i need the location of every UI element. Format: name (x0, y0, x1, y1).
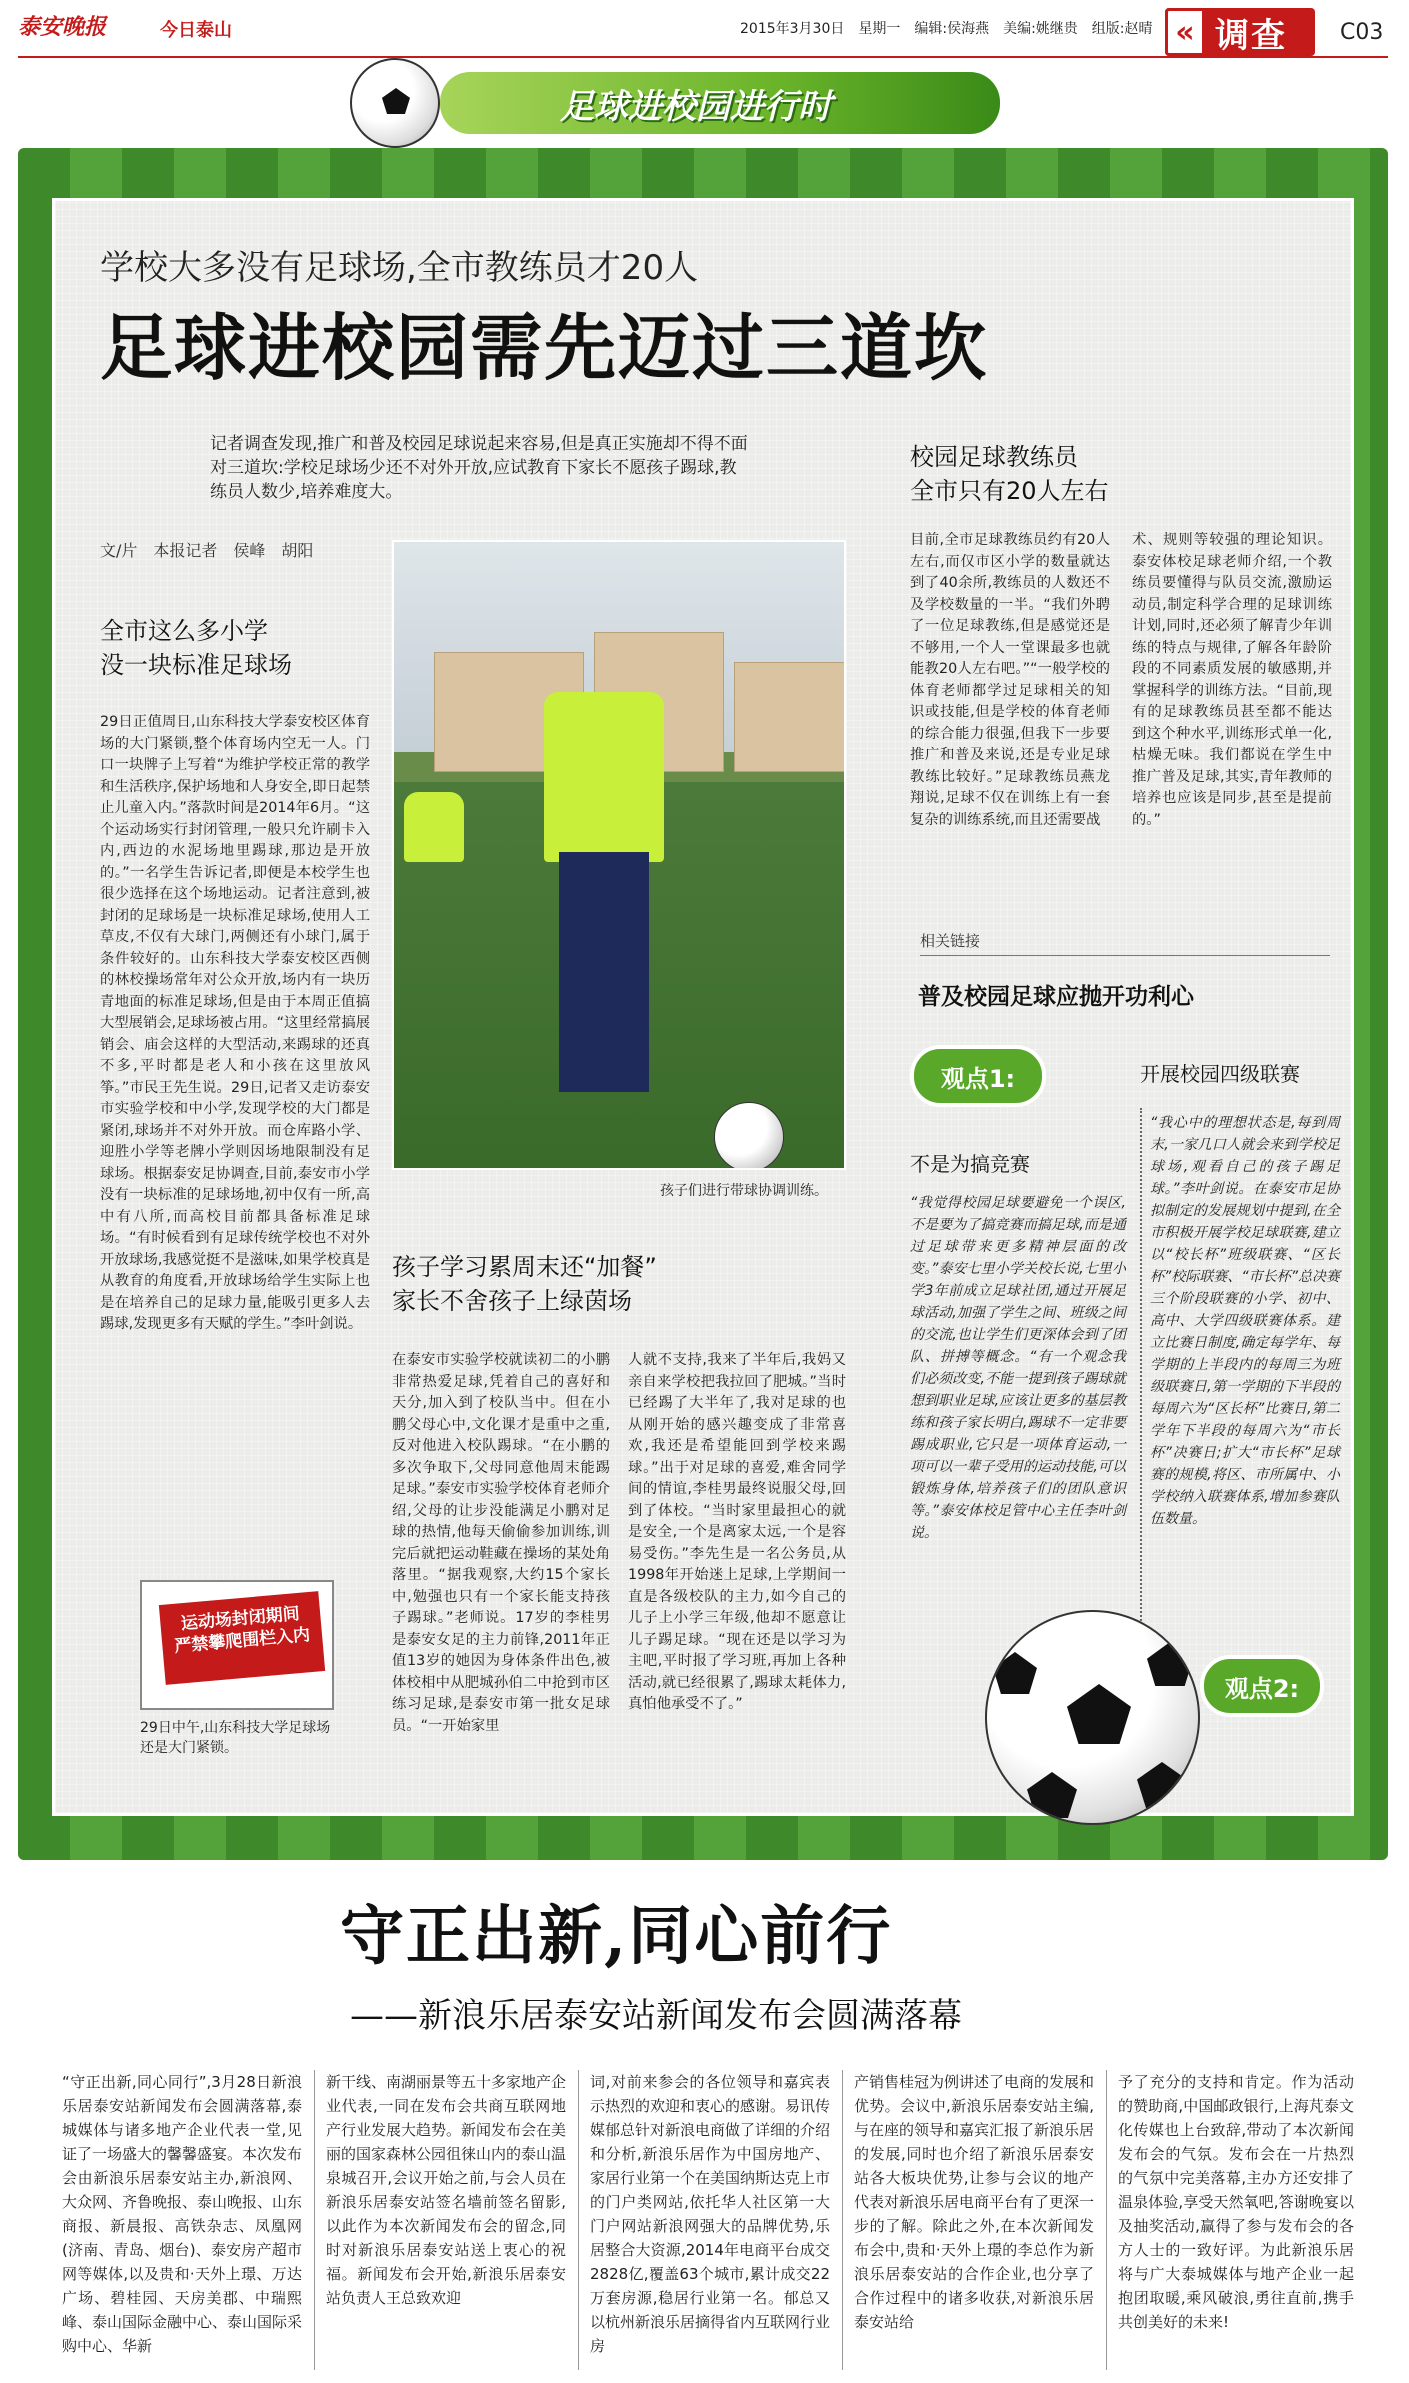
promo-col-5: 予了充分的支持和肯定。作为活动的赞助商,中国邮政银行,上海芃泰文化传媒也上台致辞,带动了本次新闻发布会的气氛。发布会在一片热烈的气氛中完美落幕,主办方还安排了温泉体验,享受天然氧吧,答谢晚宴以及抽奖活动,赢得了参与发布会的各方人士的一致好评。为此新浪乐居将与广大泰城媒体与地产企业一起抱团取暖,乘风破浪,勇往直前,携手共创美好的未来! (1118, 2073, 1354, 2331)
sign-board: 运动场封闭期间 严禁攀爬围栏入内 (159, 1591, 325, 1685)
promo-subtitle: ——新浪乐居泰安站新闻发布会圆满落幕 (350, 1996, 962, 2036)
viewpoint-2-title: 开展校园四级联赛 (1140, 1062, 1300, 1086)
viewpoint-2-badge: 观点2: (1200, 1655, 1324, 1717)
divider (1106, 2070, 1107, 2370)
divider (842, 2070, 843, 2370)
promo-col-2: 新干线、南湖丽景等五十多家地产企业代表,一同在发布会共商互联网地产行业发展大趋势。新闻发布会在美丽的国家森林公园徂徕山内的泰山温泉城召开,会议开始之前,与会人员在新浪乐居泰安站签名墙前签名留影,以此作为本次新闻发布会的留念,同时对新浪乐居泰安站送上衷心的祝福。新闻发布会开始,新浪乐居泰安站负责人王总致欢迎 (326, 2073, 567, 2307)
viewpoint-1-title: 不是为搞竞赛 (910, 1152, 1030, 1176)
promo-col-4: 产销售桂冠为例讲述了电商的发展和优势。会议中,新浪乐居泰安站主编,与在座的领导和嘉宾汇报了新浪乐居的发展,同时也介绍了新浪乐居泰安站各大板块优势,让参与会议的地产代表对新浪乐居电商平台有了更深一步的了解。除此之外,在本次新闻发布会中,贵和·天外上璟的李总作为新浪乐居泰安站的合作企业,也分享了合作过程中的诸多收获,对新浪乐居泰安站给 (854, 2073, 1095, 2331)
photo-player (544, 692, 664, 862)
feature-banner (440, 72, 1000, 134)
article-headline: 足球进校园需先迈过三道坎 (100, 305, 989, 390)
soccer-ball-icon (350, 58, 440, 148)
body-col-1: 29日正值周日,山东科技大学泰安校区体育场的大门紧锁,整个体育场内空无一人。门口一块牌子上写着“为维护学校正常的教学和生活秩序,保护场地和人身安全,即日起禁止儿童入内。”落款时间是2014年6月。“这个运动场实行封闭管理,一般只允许刷卡入内,西边的水泥场地里踢球,那边是开放的。”一名学生告诉记者,即便是本校学生也很少选择在这个场地运动。记者注意到,被封闭的足球场是一块标准足球场,使用人工草皮,不仅有大球门,两侧还有小球门,属于条件较好的。山东科技大学泰安校区西侧的林校操场常年对公众开放,场内有一块历青地面的标准足球场,但是由于本周正值搞大型展销会,足球场被占用。“这里经常搞展销会、庙会这样的大型活动,来踢球的还真不多,平时都是老人和小孩在这里放风筝。”市民王先生说。29日,记者又走访泰安市实验学校和中小学,发现学校的大门都是紧闭,球场并不对外开放。而仓库路小学、迎胜小学等老牌小学则因场地限制没有足球场。根据泰安足协调查,目前,泰安市小学没有一块标准的足球场地,初中仅有一所,高中有八所,而高校目前都具备标准足球场。“有时候看到有足球传统学校也不对外开放球场,我感觉挺不是滋味,如果学校真是从教育的角度看,开放球场给学生实际上也是在培养自己的足球力量,能吸引更多人去踢球,发现更多有天赋的学生。”李叶剑说。 (100, 714, 370, 1332)
training-photo (392, 540, 846, 1170)
subhead-2: 孩子学习累周末还“加餐” 家长不舍孩子上绿茵场 (392, 1253, 657, 1315)
promo-headline: 守正出新,同心前行 (340, 1899, 893, 1974)
promo-col-3: 词,对前来参会的各位领导和嘉宾表示热烈的欢迎和衷心的感谢。易讯传媒郁总针对新浪电商做了详细的介绍和分析,新浪乐居作为中国房地产、家居行业第一个在美国纳斯达克上市的门户类网站,依托华人社区第一大门户网站新浪网强大的品牌优势,乐居整合大资源,2014年电商平台成交2828亿,覆盖63个城市,累计成交22万套房源,稳居行业第一名。郁总又以杭州新浪乐居摘得省内互联网行业房 (590, 2073, 831, 2355)
body-col-3: 人就不支持,我来了半年后,我妈又亲自来学校把我拉回了肥城。”当时已经踢了大半年了,我对足球的也从刚开始的感兴趣变成了非常喜欢,我还是希望能回到学校来踢球。”出于对足球的喜爱,难舍同学间的情谊,李桂男最终说服父母,回到了体校。“当时家里最担心的就是安全,一个是离家太远,一个是容易受伤。”李先生是一名公务员,从1998年开始迷上足球,上学期间一直是各级校队的主力,如今自己的儿子上小学三年级,他却不愿意让儿子踢足球。“现在还是以学习为主吧,平时报了学习班,再加上各种活动,就已经很累了,踢球太耗体力,真怕他承受不了。” (628, 1352, 846, 1712)
photo-player-pants (559, 852, 649, 1092)
viewpoint-1-text: “我觉得校园足球要避免一个误区,不是要为了搞竞赛而搞足球,而是通过足球带来更多精神层面的改变。”泰安七里小学关校长说,七里小学3年前成立足球社团,通过开展足球活动,加强了学生之间、班级之间的交流,也让学生们更深体会到了团队、拼搏等概念。“有一个观念我们必须改变,不能一提到孩子踢球就想到职业足球,应该让更多的基层教练和孩子家长明白,踢球不一定非要踢成职业,它只是一项体育运动,一项可以一辈子受用的运动技能,可以锻炼身体,培养孩子们的团队意识等。”泰安体校足管中心主任李叶剑说。 (910, 1195, 1126, 1541)
photo-ball (714, 1102, 784, 1170)
soccer-ball-icon (985, 1610, 1200, 1825)
header-rule (18, 56, 1388, 58)
training-photo-caption: 孩子们进行带球协调训练。 (660, 1183, 828, 1199)
divider (314, 2070, 315, 2370)
divider (1140, 1108, 1142, 1648)
article-lead: 记者调查发现,推广和普及校园足球说起来容易,但是真正实施却不得不面对三道坎:学校足球场少还不对外开放,应试教育下家长不愿孩子踢球,教练员人数少,培养难度大。 (210, 434, 748, 502)
newspaper-logo: 泰安晚报 (18, 14, 107, 40)
related-headline: 普及校园足球应抛开功利心 (918, 984, 1194, 1010)
sign-photo (140, 1580, 334, 1710)
column-tag-label: 调查 (1215, 15, 1287, 56)
promo-col-1: “守正出新,同心同行”,3月28日新浪乐居泰安站新闻发布会圆满落幕,泰城媒体与诸多地产企业代表一堂,见证了一场盛大的馨馨盛宴。本次发布会由新浪乐居泰安站主办,新浪网、大众网、齐鲁晚报、泰山晚报、山东商报、新晨报、高铁杂志、凤凰网(济南、青岛、烟台)、泰安房产超市网等媒体,以及贵和·天外上璟、万达广场、碧桂园、天房美郡、中瑞熙峰、泰山国际金融中心、泰山国际采购中心、华新 (62, 2073, 303, 2355)
body-col-2: 在泰安市实验学校就读初二的小鹏非常热爱足球,凭着自己的喜好和天分,加入到了校队当中。但在小鹏父母心中,文化课才是重中之重,反对他进入校队踢球。“在小鹏的多次争取下,父母同意他周末能踢足球。”泰安市实验学校体育老师介绍,父母的让步没能满足小鹏对足球的热情,他每天偷偷参加训练,训完后就把运动鞋藏在操场的某处角落里。“据我观察,大约15个家长中,勉强也只有一个家长能支持孩子踢球。”老师说。17岁的李桂男是泰安女足的主力前锋,2011年正值13岁的她因为身体条件出色,被体校相中从肥城孙伯二中抢到市区练习足球,是泰安市第一批女足球员。“一开始家里 (392, 1352, 610, 1734)
photo-player (404, 792, 464, 862)
photo-building (734, 662, 846, 772)
ball-patch (1137, 1762, 1187, 1808)
body-col-4: 目前,全市足球教练员约有20人左右,而仅市区小学的数量就达到了40余所,教练员的人数还不及学校数量的一半。“我们外聘了一位足球教练,但是感觉还是不够用,一个人一堂课最多也就能教20人左右吧。”“一般学校的体育老师都学过足球相关的知识或技能,但是学校的体育老师的综合能力很强,但我下一步要推广和普及来说,还是专业足球教练比较好。”足球教练员燕龙翔说,足球不仅在训练上有一套复杂的训练系统,而且还需要战 (910, 532, 1110, 828)
subhead-3: 校园足球教练员 全市只有20人左右 (910, 443, 1109, 505)
page-number: C03 (1340, 20, 1384, 45)
divider (578, 2070, 579, 2370)
column-tag (1165, 8, 1315, 56)
ball-patch (1067, 1684, 1131, 1744)
viewpoint-1-badge: 观点1: (910, 1045, 1046, 1107)
article-kicker: 学校大多没有足球场,全市教练员才20人 (100, 248, 699, 288)
body-col-5: 术、规则等较强的理论知识。泰安体校足球老师介绍,一个教练员要懂得与队员交流,激励运动员,制定科学合理的足球训练计划,同时,还必须了解青少年训练的特点与规律,了解各年龄阶段的不同素质发展的敏感期,并掌握科学的训练方法。“目前,现有的足球教练员甚至都不能达到这个种水平,训练形式单一化,枯燥无味。我们都说在学生中推广普及足球,其实,青年教师的培养也应该是同步,甚至是提前的。” (1132, 532, 1332, 828)
related-links-label: 相关链接 (920, 930, 1330, 956)
section-name: 今日泰山 (160, 20, 232, 41)
ball-patch (1027, 1772, 1077, 1818)
issue-meta: 2015年3月30日 星期一 编辑:侯海燕 美编:姚继贵 组版:赵晴 (740, 21, 1153, 37)
subhead-1: 全市这么多小学 没一块标准足球场 (100, 617, 292, 679)
viewpoint-2-text: “我心中的理想状态是,每到周末,一家几口人就会来到学校足球场,观看自己的孩子踢足球。”李叶剑说。在泰安市足协拟制定的发展规划中提到,在全市积极开展学校足球联赛,建立以“校长杯”班级联赛、“区长杯”校际联赛、“市长杯”总决赛三个阶段联赛的小学、初中、高中、大学四级联赛体系。建立比赛日制度,确定每学年、每学期的上半段内的每周三为班级联赛日,第一学期的下半段的每周六为“区长杯”比赛日,第二学年下半段的每周六为“市长杯”决赛日;扩大“市长杯”足球赛的规模,将区、市所属中、小学校纳入联赛体系,增加参赛队伍数量。 (1150, 1115, 1340, 1527)
chevron-left-icon: « (1165, 8, 1205, 56)
sign-photo-caption: 29日中午,山东科技大学足球场还是大门紧锁。 (140, 1720, 331, 1756)
article-byline: 文/片 本报记者 侯峰 胡阳 (100, 541, 314, 560)
banner-title: 足球进校园进行时 (560, 86, 832, 127)
